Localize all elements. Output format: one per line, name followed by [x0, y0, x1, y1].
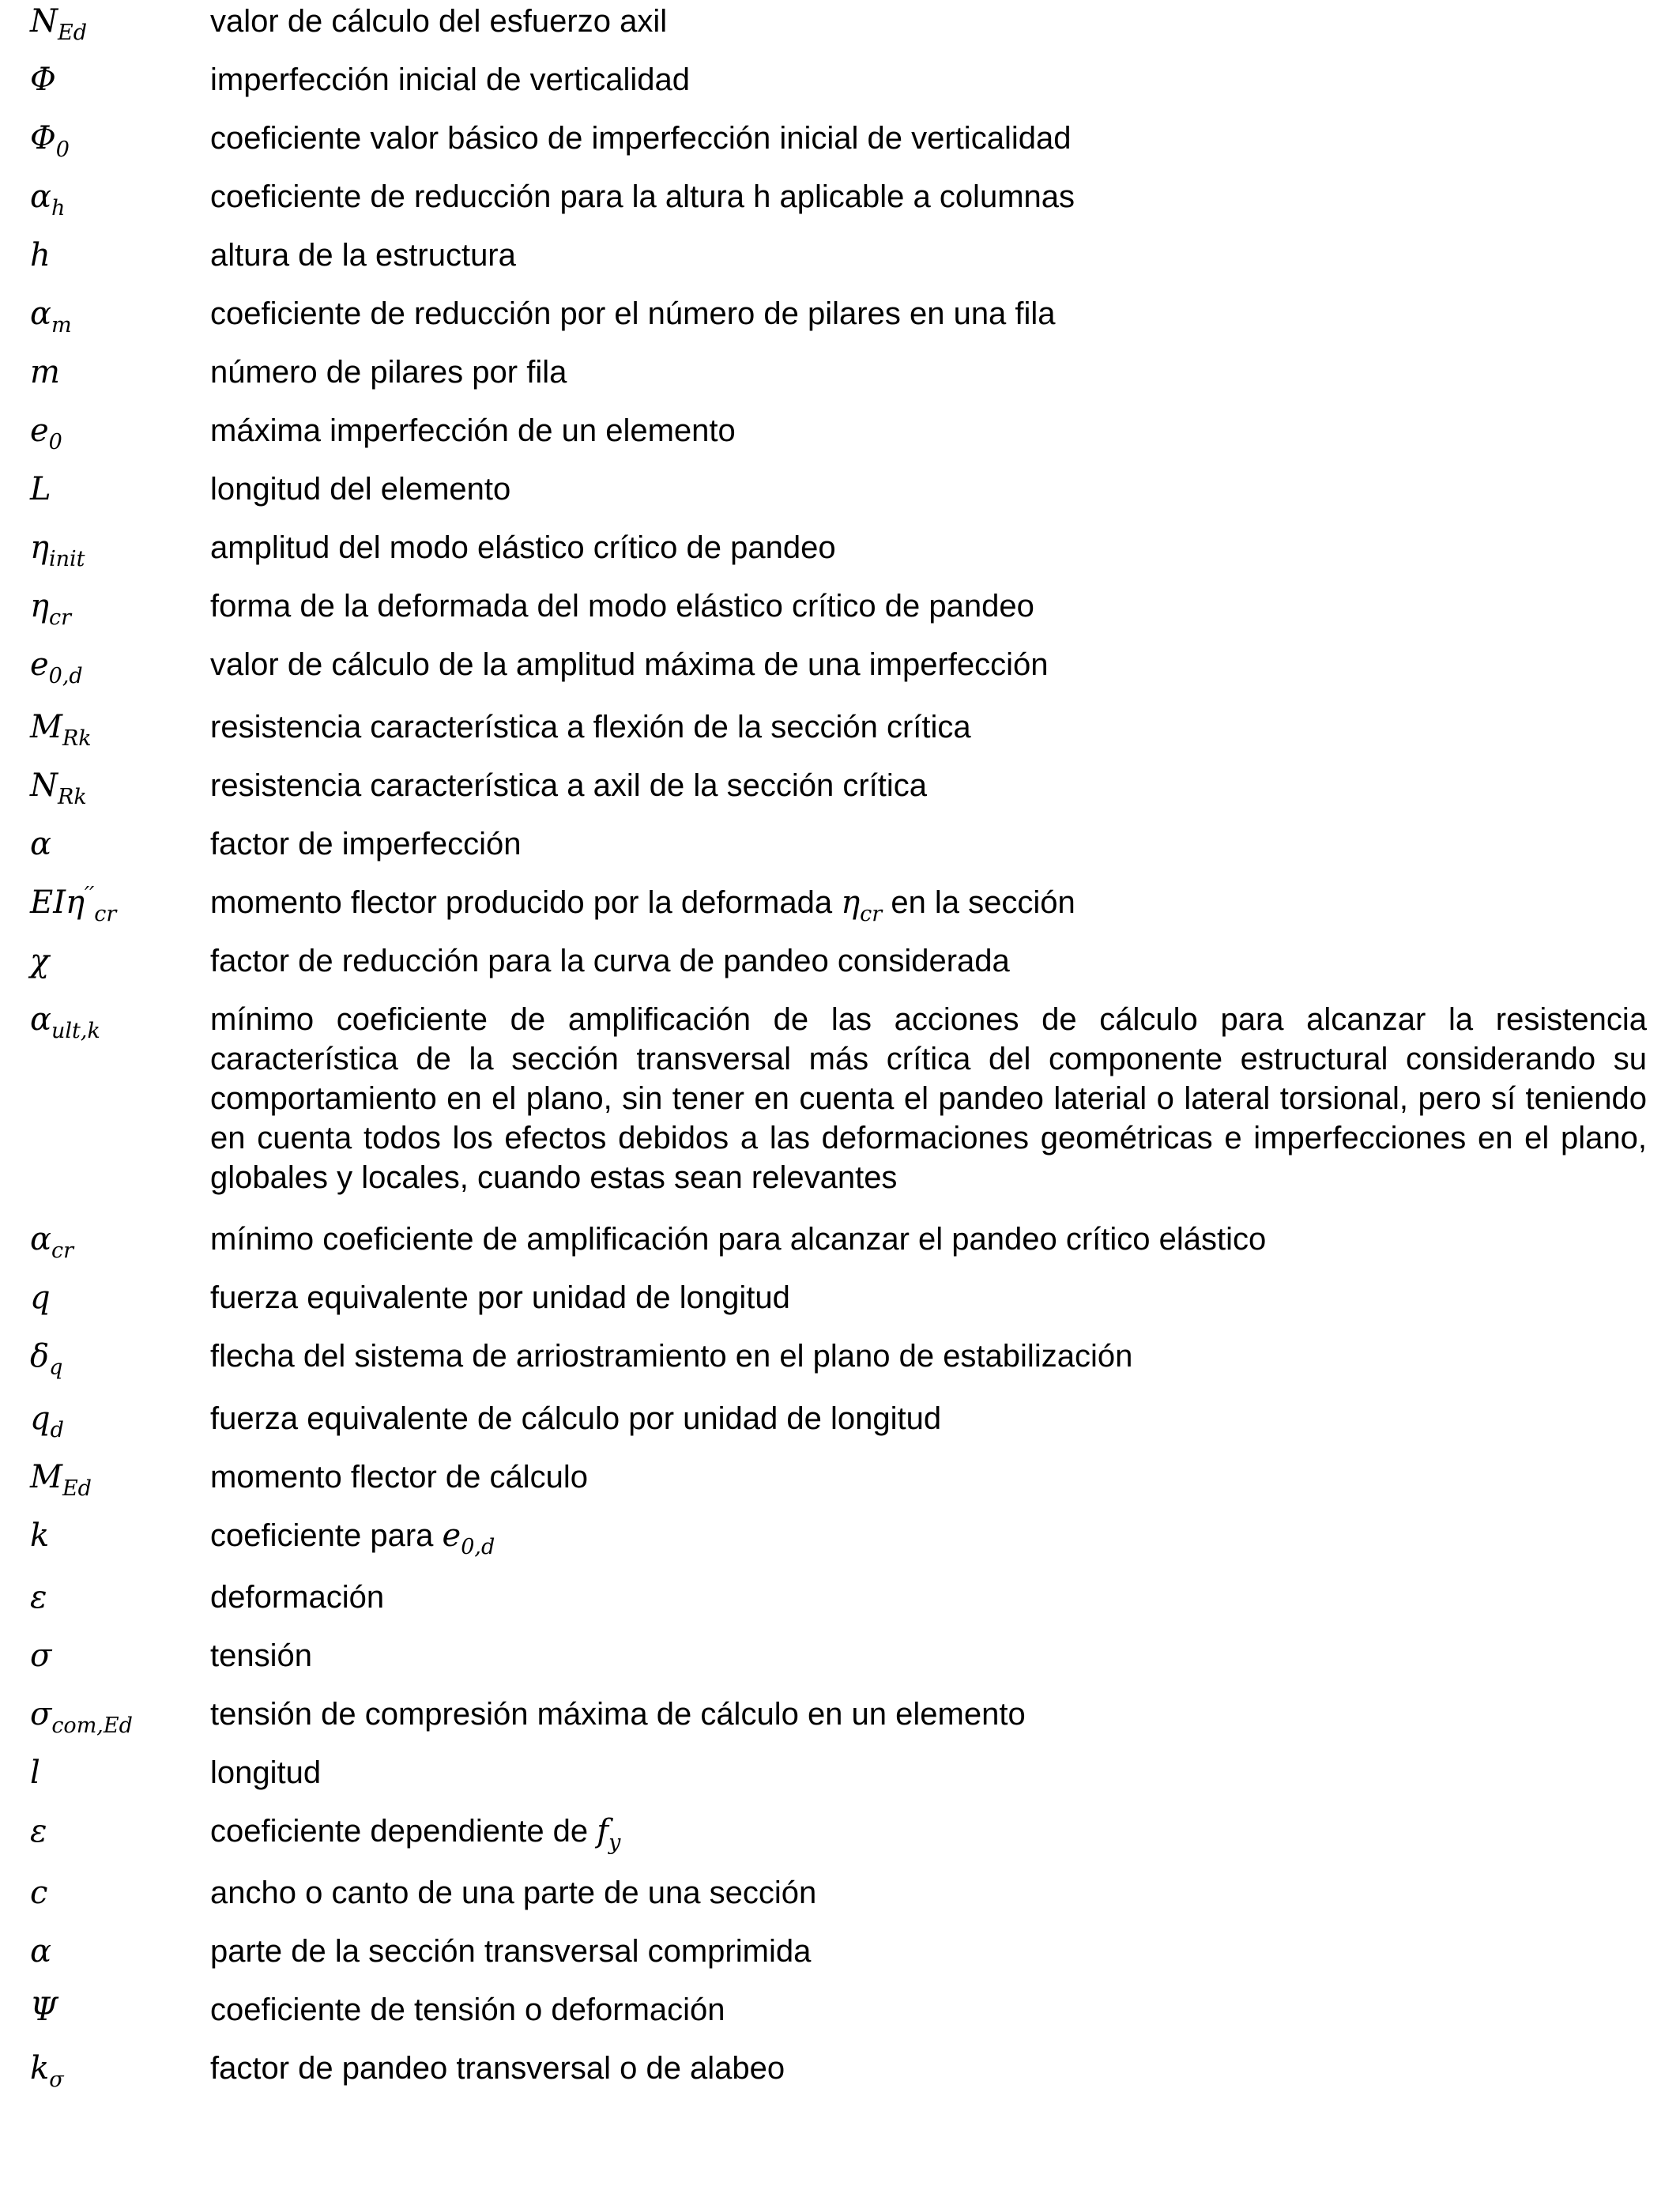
symbol-base: EIη: [30, 884, 85, 921]
description: coeficiente valor básico de imperfección inicial de verticalidad: [210, 121, 1072, 156]
symbol-base: α: [30, 1221, 52, 1257]
symbol: [30, 528, 85, 571]
symbol-subscript: h: [51, 196, 66, 221]
symbol: [30, 1220, 74, 1263]
symbol: [30, 1336, 63, 1380]
description: resistencia característica a axil de la sección crítica: [210, 768, 928, 803]
symbol-subscript: 0,d: [48, 664, 83, 688]
symbol-base: M: [30, 1459, 62, 1495]
symbol-base: ε: [30, 1579, 47, 1615]
symbol-base: Φ: [30, 62, 56, 98]
description: longitud del elemento: [210, 472, 511, 507]
symbol-base: N: [30, 767, 58, 804]
symbol-base: c: [30, 1875, 48, 1911]
symbol-base: σ: [30, 1638, 52, 1674]
description: imperfección inicial de verticalidad: [210, 62, 690, 97]
symbol: [30, 2, 87, 45]
description: altura de la estructura: [210, 238, 516, 273]
symbol-base: α: [30, 179, 52, 215]
inline-math: [597, 1813, 621, 1855]
description: coeficiente de reducción por el número de pilares en una fila: [210, 296, 1056, 331]
symbol: [30, 1811, 47, 1851]
symbol-base: M: [30, 709, 62, 745]
symbol: [30, 586, 71, 630]
symbol-base: ε: [30, 1813, 47, 1849]
symbol-base: α: [30, 1933, 52, 1970]
symbol-base: h: [30, 237, 51, 273]
inline-math-base: f: [597, 1813, 609, 1849]
inline-math-subscript: y: [608, 1830, 621, 1855]
symbol: [30, 2049, 64, 2092]
symbol-base: e: [30, 413, 49, 449]
description: momento flector de cálculo: [210, 1460, 589, 1495]
description: coeficiente de tensión o deformación: [210, 1992, 725, 2027]
inline-math: [442, 1517, 495, 1559]
symbol-subscript: cr: [94, 902, 117, 926]
description: [210, 883, 1647, 926]
description: ancho o canto de una parte de una sección: [210, 1875, 817, 1910]
symbol: [30, 1000, 100, 1043]
symbol: [30, 1578, 47, 1617]
symbol-subscript: σ: [49, 2068, 64, 2092]
symbol-subscript: m: [51, 313, 72, 337]
symbol: [30, 824, 51, 864]
symbol-subscript: d: [50, 1418, 64, 1442]
symbol-subscript: com,Ed: [51, 1713, 133, 1738]
description: parte de la sección transversal comprimida: [210, 1934, 812, 1969]
symbol-base: α: [30, 826, 52, 862]
symbol-subscript: init: [48, 547, 85, 571]
symbol-base: k: [30, 2050, 50, 2087]
description-text: en la sección: [882, 885, 1075, 920]
inline-math-base: η: [841, 884, 861, 921]
symbol-base: η: [30, 530, 49, 566]
description: deformación: [210, 1580, 385, 1615]
description: número de pilares por fila: [210, 355, 567, 390]
description-text: momento flector producido por la deformada: [210, 885, 842, 920]
inline-math-subscript: cr: [860, 902, 883, 926]
symbol: [30, 119, 70, 162]
symbol-base: l: [30, 1755, 40, 1791]
symbol-base: m: [30, 354, 60, 390]
symbol: [30, 1516, 49, 1555]
symbol-subscript: 0: [55, 138, 70, 162]
symbol-superscript: ′′: [84, 883, 95, 907]
symbol: [30, 1873, 47, 1913]
description: factor de reducción para la curva de pandeo considerada: [210, 944, 1010, 978]
inline-math-base: e: [442, 1517, 461, 1554]
description-text: coeficiente para: [210, 1518, 443, 1553]
description: valor de cálculo del esfuerzo axil: [210, 4, 668, 39]
symbol-base: α: [30, 1001, 52, 1038]
symbol: [30, 1990, 58, 2030]
symbol-base: q: [30, 1400, 51, 1437]
symbol-subscript: Ed: [58, 21, 87, 45]
symbol-base: e: [30, 647, 49, 683]
description: flecha del sistema de arriostramiento en el plano de estabilización: [210, 1339, 1133, 1374]
symbol-subscript: cr: [48, 605, 71, 630]
symbol: [30, 60, 56, 100]
description: [210, 1811, 1647, 1855]
symbol: [30, 1753, 40, 1793]
symbol-subscript: Rk: [58, 785, 87, 809]
symbol: [30, 411, 62, 454]
symbol-base: σ: [30, 1696, 52, 1732]
description: [210, 1516, 1647, 1559]
symbol: [30, 236, 51, 275]
symbol-subscript: Rk: [62, 726, 92, 751]
description: factor de pandeo transversal o de alabeo: [210, 2051, 785, 2086]
description: tensión: [210, 1638, 312, 1673]
symbol-base: α: [30, 296, 52, 332]
symbol: [30, 766, 87, 809]
description: mínimo coeficiente de amplificación de las acciones de cálculo para alcanzar la resistencia característica de la sección transversal más crítica del componente estructural considerando su comportamiento en el plano, sin tener en cuenta el pandeo laterial o lateral torsional, pero sí teniendo en cuenta todos los efectos debidos a las deformaciones geométricas e imperfecciones en el plano, globales y locales, cuando estas sean relevantes: [210, 1002, 1647, 1195]
symbol: [30, 1636, 51, 1676]
symbol-base: χ: [30, 943, 50, 979]
description: resistencia característica a flexión de la sección crítica: [210, 710, 971, 745]
description: coeficiente de reducción para la altura h aplicable a columnas: [210, 179, 1075, 214]
symbol-base: η: [30, 588, 49, 624]
symbol: [30, 707, 92, 751]
symbol-subscript: ult,k: [51, 1019, 100, 1043]
symbol-base: q: [30, 1280, 51, 1316]
symbol: [30, 294, 72, 337]
description: mínimo coeficiente de amplificación para alcanzar el pandeo crítico elástico: [210, 1222, 1267, 1257]
symbol-base: Φ: [30, 120, 56, 156]
symbol: [30, 352, 60, 392]
inline-math-subscript: 0,d: [461, 1535, 495, 1559]
symbol: [30, 469, 51, 509]
description: forma de la deformada del modo elástico crítico de pandeo: [210, 589, 1034, 624]
symbol-base: Ψ: [30, 1992, 58, 2028]
symbol-base: L: [30, 471, 51, 507]
symbol: [30, 1278, 51, 1318]
description: fuerza equivalente de cálculo por unidad de longitud: [210, 1401, 942, 1436]
symbol: [30, 941, 49, 981]
symbol-base: δ: [30, 1338, 50, 1374]
description: máxima imperfección de un elemento: [210, 413, 736, 448]
description: tensión de compresión máxima de cálculo en un elemento: [210, 1697, 1026, 1732]
symbol: [30, 1399, 64, 1442]
symbol: [30, 883, 117, 926]
symbol: [30, 1695, 133, 1738]
description: amplitud del modo elástico crítico de pandeo: [210, 530, 836, 565]
symbol-subscript: Ed: [62, 1476, 92, 1501]
inline-math: [841, 884, 883, 926]
description: factor de imperfección: [210, 827, 522, 861]
symbol-subscript: q: [49, 1355, 63, 1380]
description: valor de cálculo de la amplitud máxima de una imperfección: [210, 647, 1049, 682]
symbol: [30, 1932, 51, 1971]
symbol-subscript: cr: [51, 1238, 74, 1263]
description: longitud: [210, 1755, 322, 1790]
symbol-base: k: [30, 1517, 50, 1554]
symbol: [30, 645, 83, 688]
symbol: [30, 177, 66, 221]
symbol-base: N: [30, 3, 58, 40]
symbol: [30, 1457, 92, 1501]
description-text: coeficiente dependiente de: [210, 1814, 597, 1849]
description: fuerza equivalente por unidad de longitud: [210, 1280, 790, 1315]
symbol-subscript: 0: [48, 430, 62, 454]
